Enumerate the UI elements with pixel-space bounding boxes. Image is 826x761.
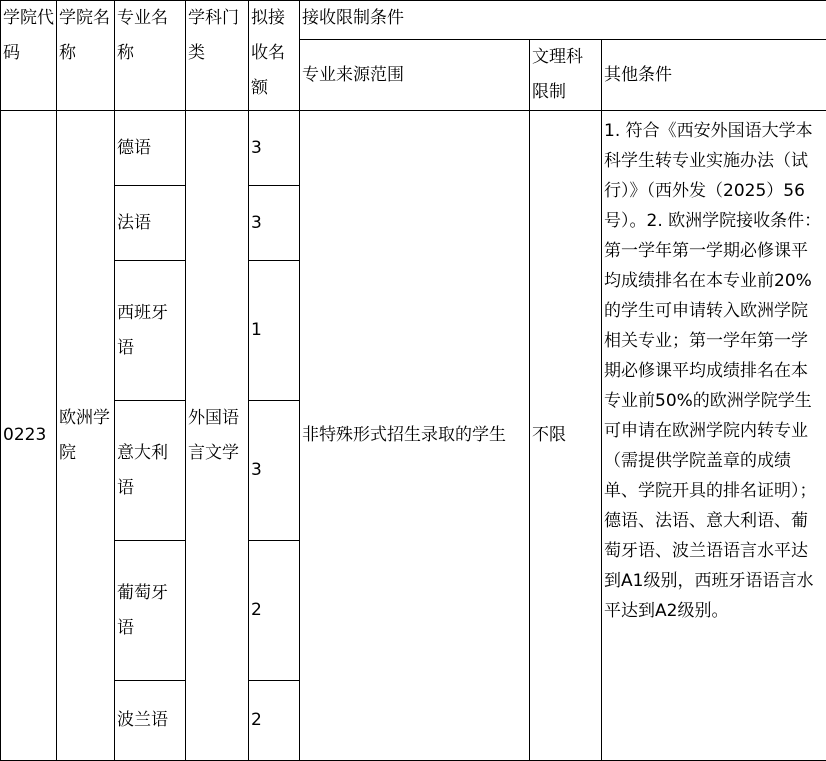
quota-cell: 2 [249,541,300,681]
major-name-cell: 西班牙语 [115,261,186,401]
other-conditions-cell [602,111,826,761]
major-name-cell: 法语 [115,186,186,261]
college-name-cell: 欧洲学院 [57,111,115,761]
quota-cell: 1 [249,261,300,401]
header-major-name: 专业名称 [115,1,186,111]
other-conditions-text: 1. 符合《西安外国语大学本科学生转专业实施办法（试行）》（西外发（2025）56号）。2. 欧洲学院接收条件：第一学年第一学期必修课平均成绩排名在本专业前20%的学生可申请转入欧洲学院相关专业；第一学年第一学期必修课平均成绩排名在本专业前50%的欧洲学院学生可申请在欧洲学院内转专业（需提供学院盖章的成绩单、学院开具的排名证明）；德语、法语、意大利语、葡萄牙语、波兰语语言水平达到A1级别，西班牙语语言水平达到A2级别。 [604,111,824,626]
header-source-range: 专业来源范围 [300,40,530,111]
header-other: 其他条件 [602,40,826,111]
discipline-cell: 外国语言文学 [186,111,249,761]
major-name-cell: 意大利语 [115,401,186,541]
major-name-cell: 葡萄牙语 [115,541,186,681]
major-name-cell: 波兰语 [115,681,186,761]
table-row [1,111,826,186]
quota-cell: 2 [249,681,300,761]
quota-cell: 3 [249,401,300,541]
header-college-name: 学院名称 [57,1,115,111]
quota-cell: 3 [249,111,300,186]
college-code-cell: 0223 [1,111,57,761]
header-conditions-group: 接收限制条件 [300,1,826,40]
header-row-1 [1,1,826,40]
header-quota: 拟接收名额 [249,1,300,111]
major-name-cell: 德语 [115,111,186,186]
quota-cell: 3 [249,186,300,261]
arts-science-cell: 不限 [530,111,602,761]
header-arts-science: 文理科限制 [530,40,602,111]
source-range-cell: 非特殊形式招生录取的学生 [300,111,530,761]
header-discipline: 学科门类 [186,1,249,111]
header-college-code: 学院代码 [1,1,57,111]
